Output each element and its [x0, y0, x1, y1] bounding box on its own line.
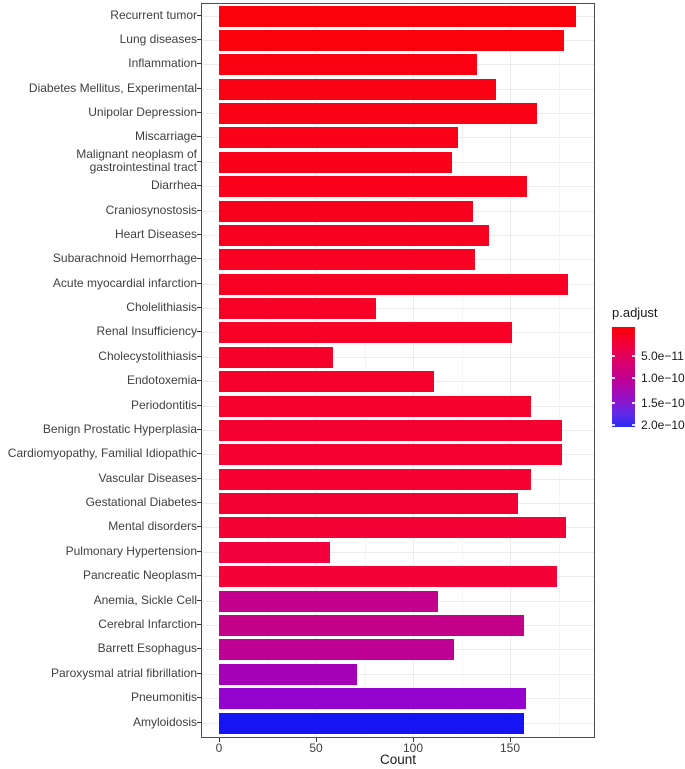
category-label: Diabetes Mellitus, Experimental [28, 80, 197, 95]
category-label: Amyloidosis [132, 714, 197, 729]
bar [219, 591, 438, 612]
y-axis-tick [197, 453, 201, 454]
y-axis-tick [197, 429, 201, 430]
legend-tick-mark [612, 424, 615, 426]
y-axis-tick [197, 258, 201, 259]
category-label: Paroxysmal atrial fibrillation [50, 665, 197, 680]
bar [219, 249, 475, 270]
category-label: Periodontitis [130, 397, 197, 412]
legend-tick-mark [632, 355, 635, 357]
y-axis-tick [197, 356, 201, 357]
y-axis-tick [197, 551, 201, 552]
bar [219, 396, 531, 417]
category-label: Benign Prostatic Hyperplasia [42, 421, 197, 436]
category-label: Diarrhea [150, 178, 197, 193]
y-axis-tick [197, 478, 201, 479]
legend-tick-mark [632, 402, 635, 404]
category-label: Cerebral Infarction [98, 617, 197, 631]
y-axis-tick [197, 283, 201, 284]
category-label: Anemia, Sickle Cell [93, 592, 197, 607]
legend-tick-label: 1.0e−10 [641, 371, 685, 385]
legend-tick-mark [612, 377, 615, 379]
x-tick-label: 150 [499, 741, 521, 755]
category-label: Heart Diseases [114, 226, 197, 241]
category-label: Acute myocardial infarction [52, 275, 197, 290]
y-axis-tick [197, 185, 201, 186]
bar [219, 566, 557, 587]
bar [219, 371, 434, 392]
y-axis-tick [197, 697, 201, 698]
y-axis-tick [197, 234, 201, 235]
bar [219, 444, 562, 465]
legend-tick-mark [612, 402, 615, 404]
y-axis-tick [197, 405, 201, 406]
x-tick-label: 100 [402, 741, 424, 755]
y-axis-tick [197, 15, 201, 16]
legend-title: p.adjust [612, 305, 658, 320]
y-axis-tick [197, 624, 201, 625]
category-label: Barrett Esophagus [97, 641, 197, 656]
y-axis-tick [197, 161, 201, 162]
category-label: Mental disorders [108, 519, 197, 534]
bar [219, 176, 527, 197]
x-tick-label: 0 [215, 741, 223, 755]
category-label: Pulmonary Hypertension [65, 543, 197, 558]
legend-tick-mark [632, 424, 635, 426]
category-label: Vascular Diseases [98, 470, 197, 485]
bar [219, 274, 568, 295]
y-axis-tick [197, 526, 201, 527]
bar [219, 639, 454, 660]
legend-tick-label: 5.0e−11 [641, 349, 684, 363]
y-axis-tick [197, 136, 201, 137]
category-label: Subarachnoid Hemorrhage [52, 251, 197, 266]
bar [219, 6, 576, 27]
legend-tick-mark [632, 377, 635, 379]
bar [219, 225, 489, 246]
bar [219, 30, 564, 51]
y-axis-tick [197, 63, 201, 64]
bar [219, 493, 518, 514]
category-label: Cholecystolithiasis [98, 348, 197, 363]
bar [219, 517, 566, 538]
bar [219, 469, 531, 490]
y-axis-tick [197, 575, 201, 576]
y-axis-tick [197, 112, 201, 113]
y-axis-tick [197, 600, 201, 601]
y-axis-tick [197, 210, 201, 211]
plot-panel [201, 3, 595, 738]
category-label: Miscarriage [134, 129, 197, 144]
category-label: Malignant neoplasm of gastrointestinal tract [76, 147, 197, 175]
category-label: Unipolar Depression [88, 105, 197, 120]
bar [219, 201, 473, 222]
category-label: Gestational Diabetes [85, 495, 197, 510]
bar [219, 103, 537, 124]
y-axis-tick [197, 331, 201, 332]
y-axis-tick [197, 648, 201, 649]
y-axis-tick [197, 39, 201, 40]
bar [219, 347, 333, 368]
bar [219, 688, 526, 709]
legend-gradient [612, 327, 635, 427]
bar [219, 54, 477, 75]
category-label: Lung diseases [119, 31, 197, 46]
bar [219, 152, 452, 173]
legend [608, 305, 685, 440]
y-axis-tick [197, 380, 201, 381]
bar [219, 664, 357, 685]
category-label: Pancreatic Neoplasm [82, 568, 197, 583]
category-label: Inflammation [128, 56, 197, 71]
category-label: Recurrent tumor [110, 7, 197, 22]
y-axis-tick [197, 673, 201, 674]
y-axis-tick [197, 88, 201, 89]
bar [219, 615, 524, 636]
category-label: Endotoxemia [126, 373, 197, 388]
category-label: Cardiomyopathy, Familial Idiopathic [7, 446, 197, 461]
legend-tick-label: 1.5e−10 [641, 396, 685, 410]
y-axis-tick [197, 307, 201, 308]
bar [219, 542, 330, 563]
x-tick-label: 50 [309, 741, 323, 755]
y-axis-tick [197, 722, 201, 723]
legend-tick-label: 2.0e−10 [641, 418, 685, 432]
bar [219, 127, 458, 148]
legend-tick-mark [612, 355, 615, 357]
bar [219, 420, 562, 441]
category-label: Pneumonitis [130, 690, 197, 705]
bar [219, 713, 524, 734]
category-label: Cholelithiasis [126, 300, 197, 315]
x-axis-title: Count [379, 752, 417, 767]
category-label: Craniosynostosis [105, 202, 197, 217]
bar [219, 322, 512, 343]
category-label: Renal Insufficiency [96, 324, 197, 339]
bar [219, 298, 376, 319]
bar [219, 79, 496, 100]
y-axis-tick [197, 502, 201, 503]
